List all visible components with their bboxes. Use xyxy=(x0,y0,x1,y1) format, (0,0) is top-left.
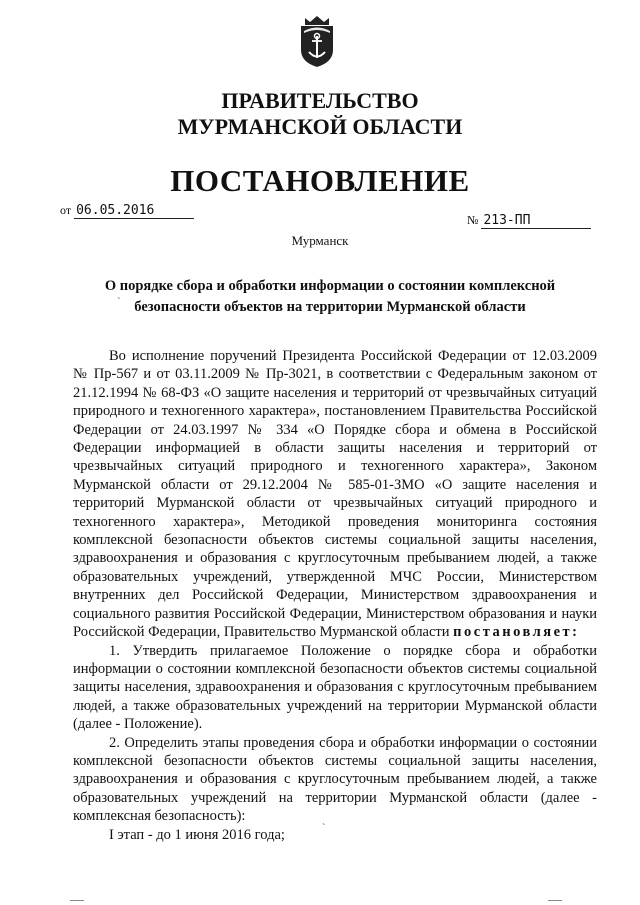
decree-word: постановляет: xyxy=(453,624,580,641)
number-field xyxy=(467,213,591,229)
footer-mark-right xyxy=(548,900,562,901)
issuer-title: ПРАВИТЕЛЬСТВО xyxy=(221,88,419,113)
footer-mark-left xyxy=(70,900,84,901)
stage-1-text: I этап - до 1 июня 2016 года; xyxy=(109,826,285,843)
item-1: 1. Утвердить прилагаемое Положение о порядке сбора и обработки информации о состоянии комплексной безопасности объектов системы социальной защиты населения, здравоохранения и образования с круглосуточным пребыванием людей, а также образовательных учреждений на территории Мурманской области (далее - Положение). xyxy=(73,642,597,733)
date-field xyxy=(60,203,194,219)
city: Мурманск xyxy=(291,233,349,248)
scan-mark: ` xyxy=(322,822,326,834)
date-prefix: от xyxy=(60,203,72,217)
document-type: ПОСТАНОВЛЕНИЕ xyxy=(170,163,470,198)
stage-1 xyxy=(73,826,597,844)
document-body xyxy=(73,347,597,844)
subject-line-1: О порядке сбора и обработки информации о состоянии комплексной xyxy=(104,278,556,294)
document-subject xyxy=(80,276,580,318)
preamble-text: Во исполнение поручений Президента Российской Федерации от 12.03.2009 № Пр-567 и от 03.11.2009 № Пр-3021, в соответствии с Федеральным законом от 21.12.1994 № 68-ФЗ «О защите населения и территорий от чрезвычайных ситуаций природного и техногенного характера», постановлением Правительства Российской Федерации от 24.03.1997 № 334 «О Порядке сбора и обмена в Российской Федерации информацией в области защиты населения и территорий от чрезвычайных ситуаций природного и техногенного характера», Законом Мурманской области от 29.12.2004 № 585-01-ЗМО «О защите населения и территорий Мурманской области от чрезвычайных ситуаций природного и техногенного характера», Методикой проведения мониторинга состояния комплексной безопасности объектов системы социальной защиты населения, здравоохранения и образования с круглосуточным пребыванием людей, а также образовательных учреждений, утвержденной МЧС России, Министерством внутренних дел Российской Федерации, Министерством здравоохранения и социального развития Российской Федерации, Министерством образования и науки Российской Федерации, Правительство Мурманской области xyxy=(73,348,597,641)
preamble-paragraph xyxy=(73,347,597,642)
item-2: 2. Определить этапы проведения сбора и обработки информации о состоянии комплексной безопасности объектов системы социальной защиты населения, здравоохранения и образования с круглосуточным пребыванием людей, а также образовательных учреждений на территории Мурманской области (далее - комплексная безопасность): xyxy=(73,734,597,825)
issuer-region: МУРМАНСКОЙ ОБЛАСТИ xyxy=(177,114,463,139)
number-value: 213-ПП xyxy=(481,213,591,229)
number-prefix: № xyxy=(467,213,479,227)
subject-line-2: безопасности объектов на территории Мурманской области xyxy=(134,299,526,315)
date-value: 06.05.2016 xyxy=(74,203,194,219)
coat-of-arms-icon xyxy=(296,14,338,68)
scan-mark: ` xyxy=(117,296,121,308)
